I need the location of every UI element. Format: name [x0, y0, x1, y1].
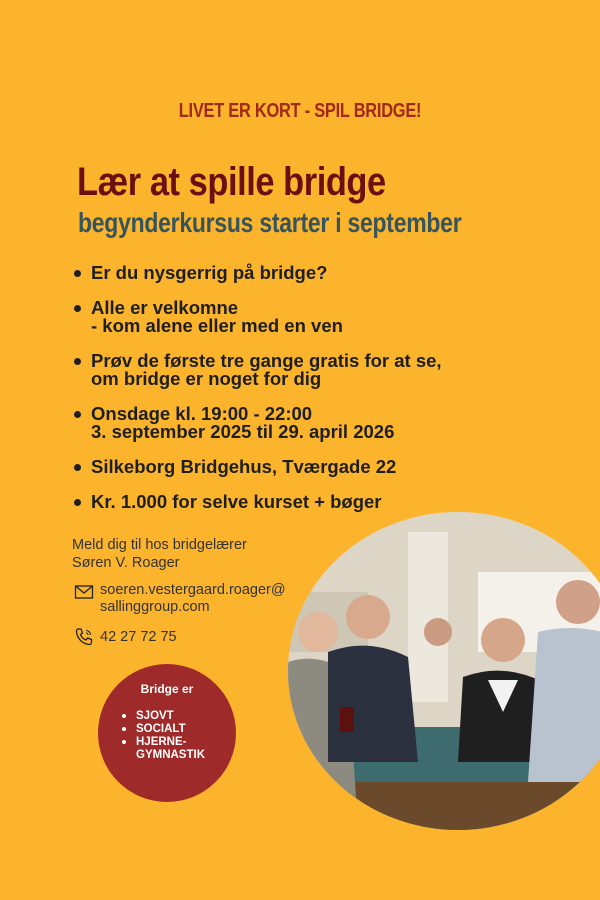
- envelope-icon: [74, 582, 94, 602]
- info-item: Er du nysgerrig på bridge?: [74, 264, 574, 282]
- phone-row[interactable]: [74, 627, 177, 647]
- info-item: Onsdage kl. 19:00 - 22:00 3. september 2025 til 29. april 2026: [74, 405, 574, 441]
- page-title: Lær at spille bridge: [77, 160, 386, 204]
- tagline: [54, 100, 546, 123]
- info-item: Silkeborg Bridgehus, Tværgade 22: [74, 458, 574, 476]
- phone-number[interactable]: 42 27 72 75: [100, 628, 177, 645]
- info-item: Alle er velkomne - kom alene eller med en ven: [74, 299, 574, 335]
- badge-title: Bridge er: [140, 682, 194, 696]
- badge-list: [120, 710, 205, 762]
- tagline-part1: LIVET ER KORT: [178, 100, 301, 122]
- phone-icon: [74, 627, 94, 647]
- email-row[interactable]: [74, 582, 286, 616]
- info-item: Prøv de første tre gange gratis for at se, om bridge er noget for dig: [74, 352, 574, 388]
- photo-illustration: [288, 512, 600, 830]
- badge-item: SOCIALT: [120, 723, 205, 736]
- info-item: Kr. 1.000 for selve kurset + bøger: [74, 493, 574, 511]
- badge-item: SJOVT: [120, 710, 205, 723]
- page-subtitle: begynderkursus starter i september: [78, 207, 462, 238]
- bridge-players-photo: [288, 512, 600, 830]
- badge-item: HJERNE- GYMNASTIK: [120, 736, 205, 762]
- contact-intro: Meld dig til hos bridgelærer Søren V. Roager: [72, 537, 247, 571]
- info-list: [74, 264, 574, 528]
- email-link[interactable]: soeren.vestergaard.roager@ sallinggroup.com: [100, 582, 286, 615]
- bridge-is-badge: [98, 664, 236, 802]
- tagline-part2: - SPIL BRIDGE!: [300, 100, 422, 122]
